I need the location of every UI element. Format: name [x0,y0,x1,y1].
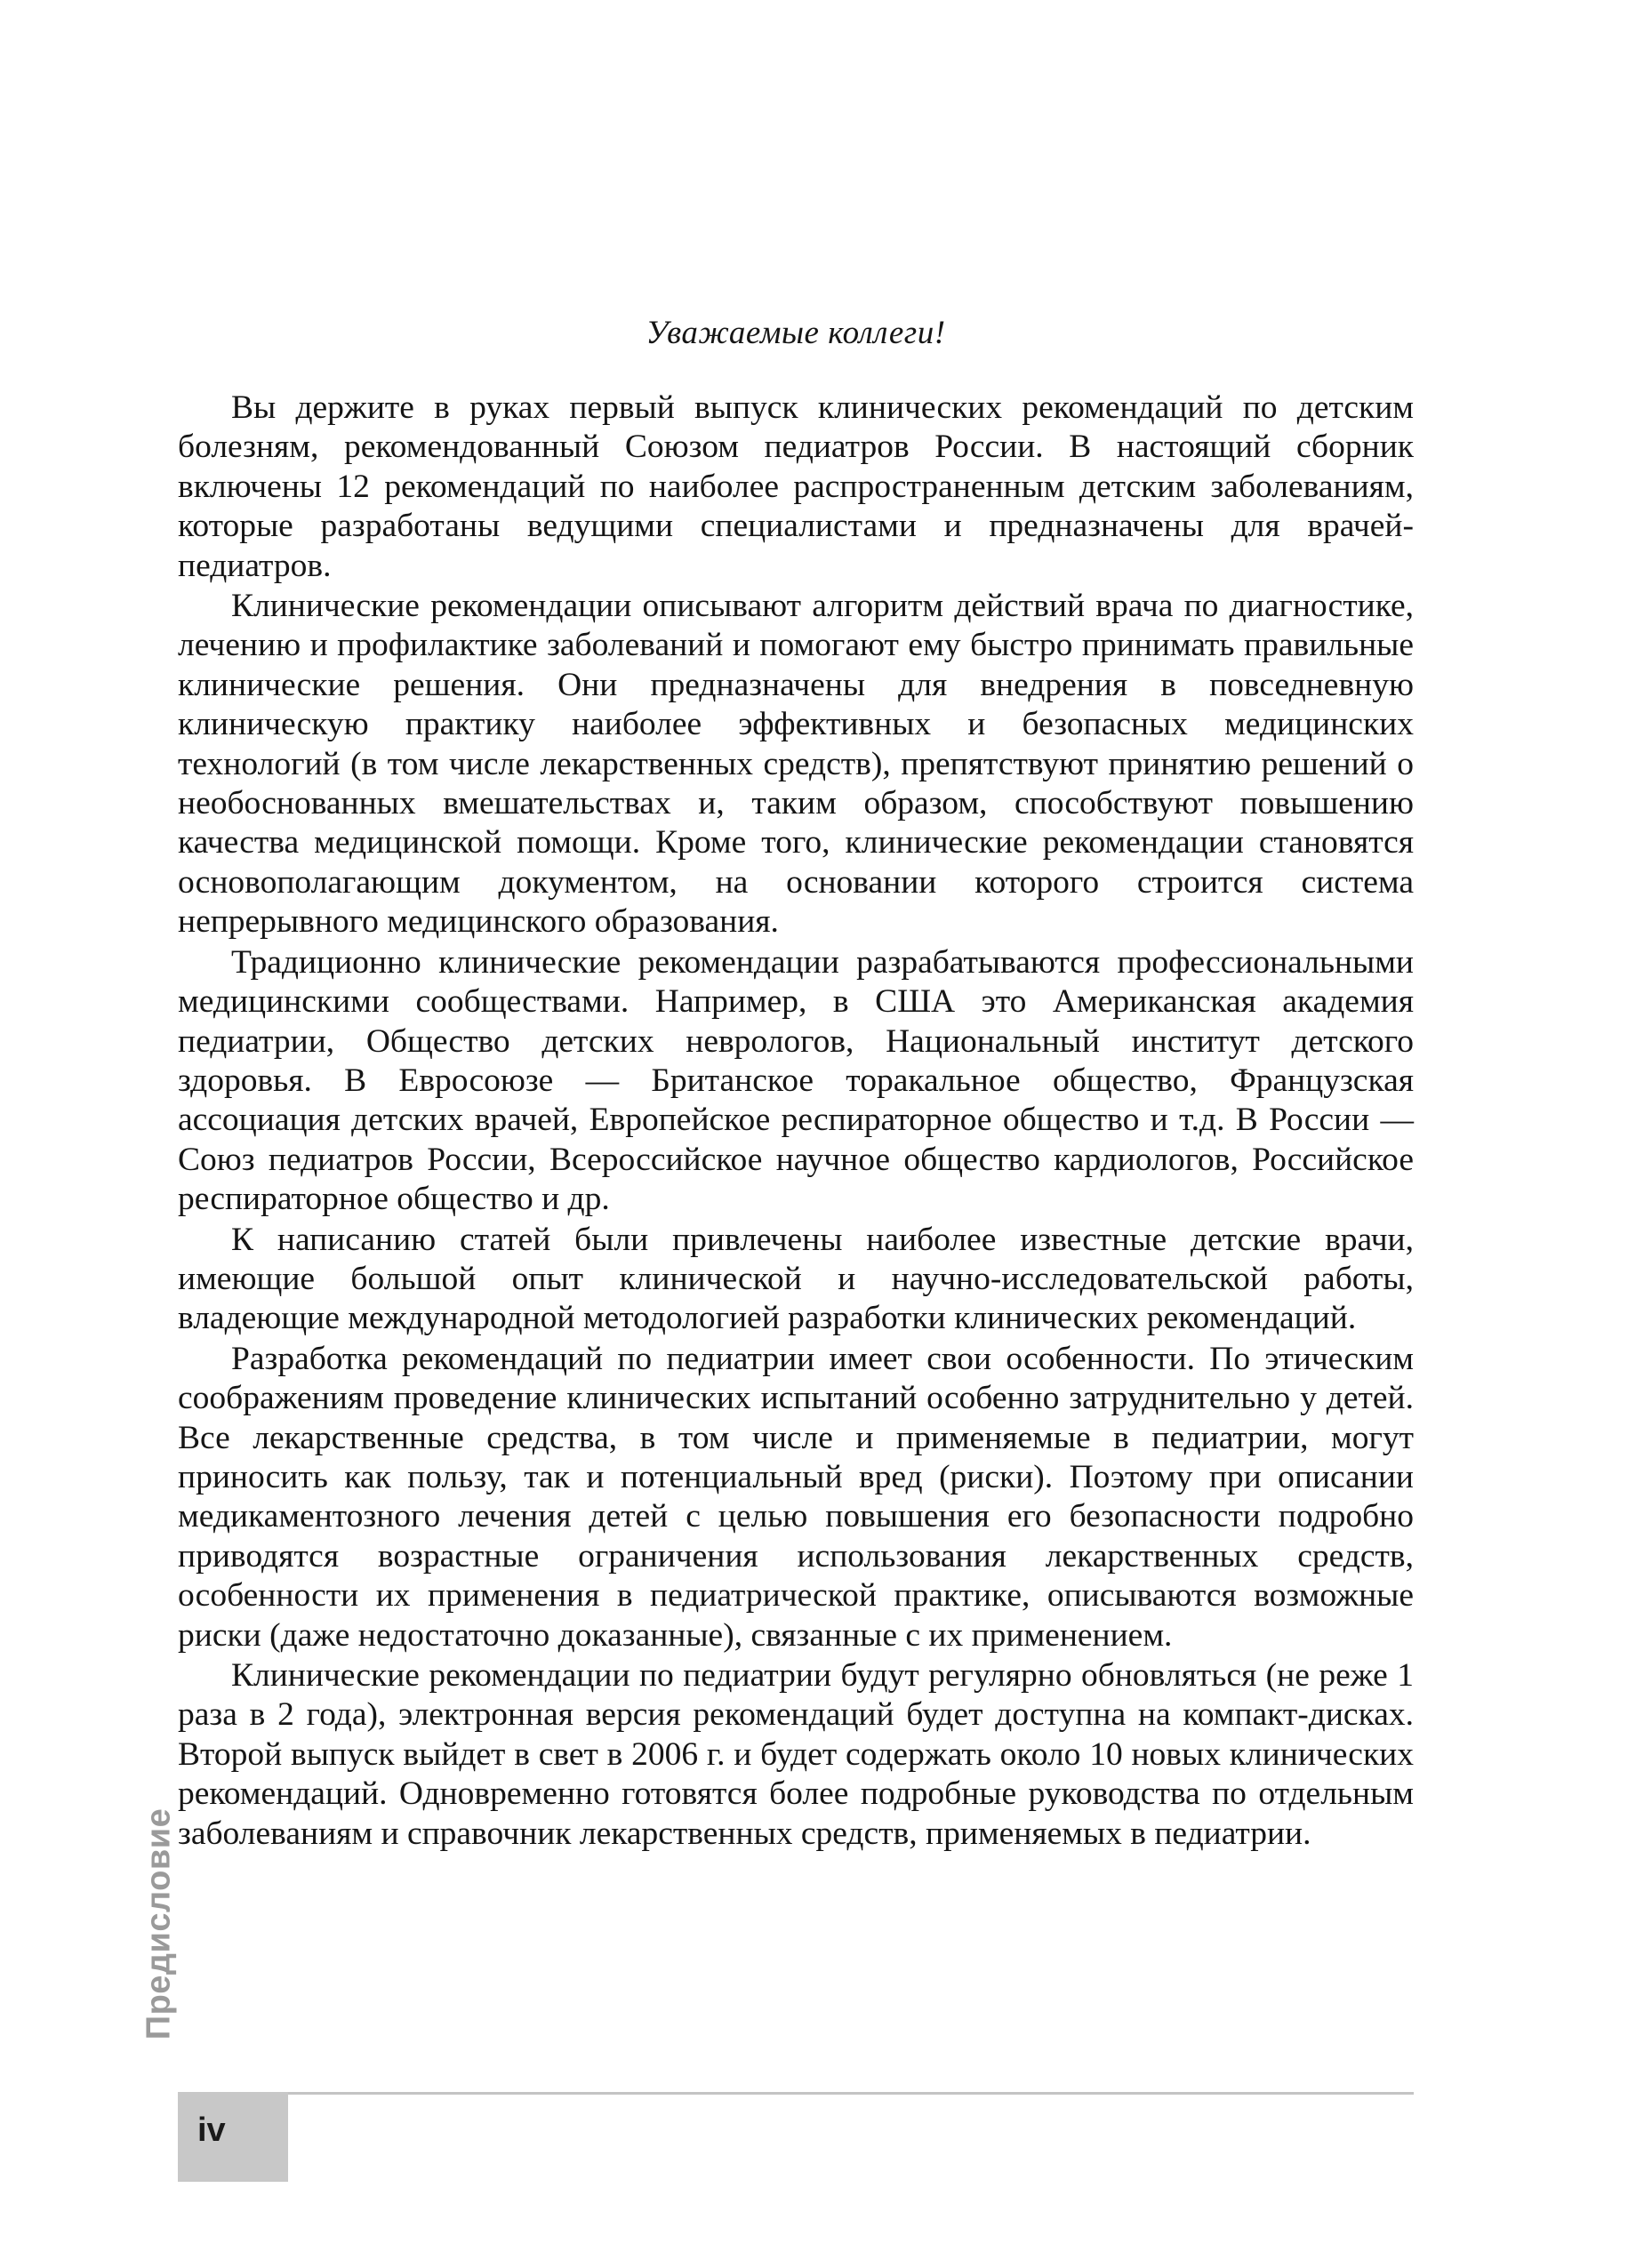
paragraph-2: Клинические рекомендации описывают алгоритм действий врача по диагностике, лечению и профилактике заболеваний и помогают ему быстро принимать правильные клинические решения. Они предназначены для внедрения в повседневную клиническую практику наиболее эффективных и безопасных медицинских технологий (в том числе лекарственных средств), препятствуют принятию решений о необоснованных вмешательствах и, таким образом, способствуют повышению качества медицинской помощи. Кроме того, клинические рекомендации становятся основополагающим документом, на основании которого строится система непрерывного медицинского образования. [178,588,1414,941]
body-text [178,389,1414,1854]
paragraph-6: Клинические рекомендации по педиатрии будут регулярно обновляться (не реже 1 раза в 2 года), электронная версия рекомендаций будет доступна на компакт-дисках. Второй выпуск выйдет в свет в 2006 г. и будет содержать около 10 новых клинических рекомендаций. Одновременно готовятся более подробные руководства по отдельным заболеваниям и справочник лекарственных средств, применяемых в педиатрии. [178,1657,1414,1852]
section-label-text: Предисловие [140,1807,178,2040]
footer-divider [178,2092,1414,2095]
paragraph-4: К написанию статей были привлечены наиболее известные детские врачи, имеющие большой опыт клинической и научно-исследовательской работы, владеющие международной методологией разработки клинических рекомендаций. [178,1221,1414,1337]
paragraph-1: Вы держите в руках первый выпуск клинических рекомендаций по детским болезням, рекомендованный Союзом педиатров России. В настоящий сборник включены 12 рекомендаций по наиболее распространенным детским заболеваниям, которые разработаны ведущими специалистами и предназначены для врачей-педиатров. [178,389,1414,584]
paragraph-5: Разработка рекомендаций по педиатрии имеет свои особенности. По этическим соображениям проведение клинических испытаний особенно затруднительно у детей. Все лекарственные средства, в том числе и применяемые в педиатрии, могут приносить как пользу, так и потенциальный вред (риски). Поэтому при описании медикаментозного лечения детей с целью повышения его безопасности подробно приводятся возрастные ограничения использования лекарственных средств, особенности их применения в педиатрической практике, описываются возможные риски (даже недостаточно доказанные), связанные с их применением. [178,1340,1414,1654]
page-number-box [178,2092,288,2182]
salutation-heading: Уважаемые коллеги! [646,315,946,351]
section-side-label [139,1791,180,2057]
page-number: iv [197,2112,226,2149]
paragraph-3: Традиционно клинические рекомендации разрабатываются профессиональными медицинскими сообществами. Например, в США это Американская академия педиатрии, Общество детских неврологов, Национальный институт детского здоровья. В Евросоюзе — Британское торакальное общество, Французская ассоциация детских врачей, Европейское респираторное общество и т.д. В России — Союз педиатров России, Всероссийское научное общество кардиологов, Российское респираторное общество и др. [178,943,1414,1218]
